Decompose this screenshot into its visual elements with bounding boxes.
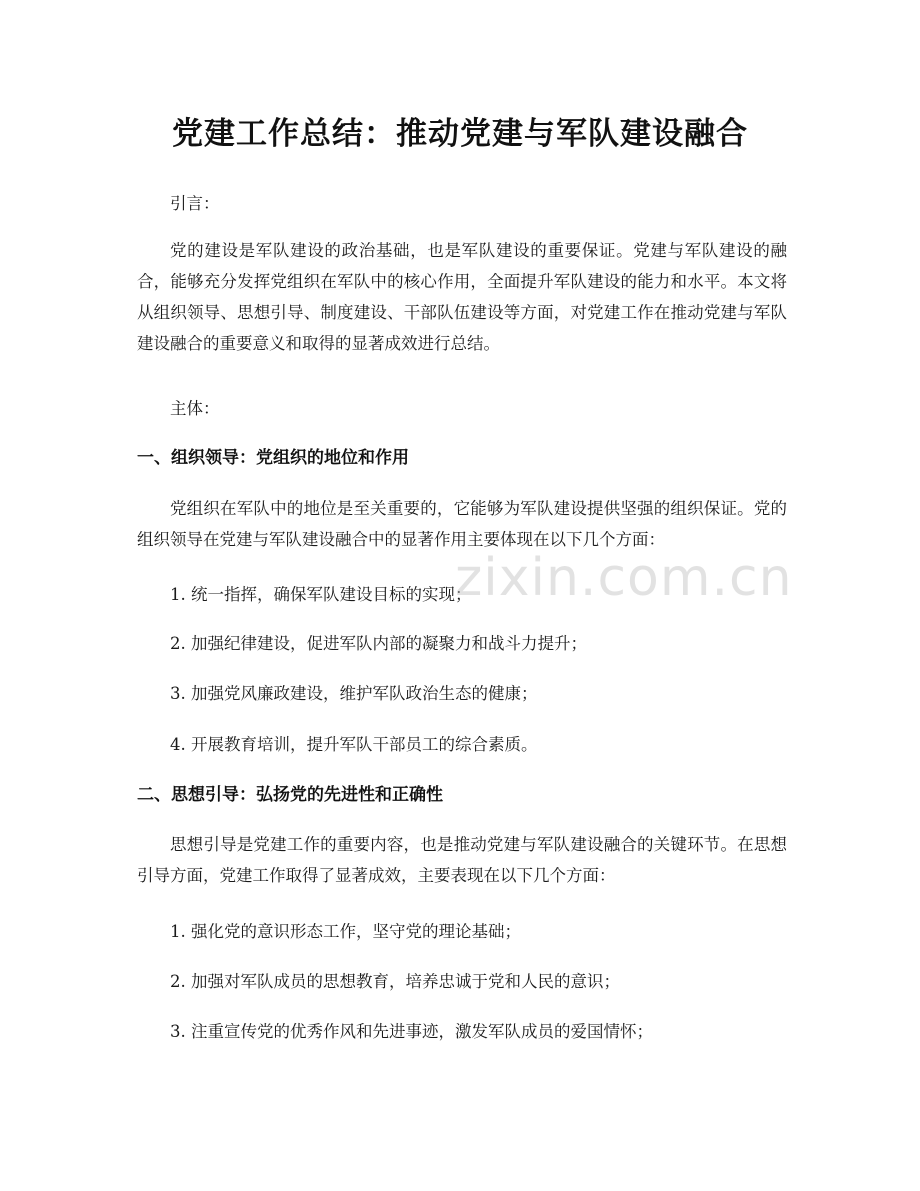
document-title: 党建工作总结：推动党建与军队建设融合 <box>172 116 748 152</box>
section-1-item-4: 4. 开展教育培训，提升军队干部员工的综合素质。 <box>170 735 538 754</box>
section-2-item-3: 3. 注重宣传党的优秀作风和先进事迹，激发军队成员的爱国情怀； <box>170 1022 653 1041</box>
section-2-paragraph: 思想引导是党建工作的重要内容，也是推动党建与军队建设融合的关键环节。在思想引导方面，党建工作取得了显著成效，主要表现在以下几个方面： <box>137 835 787 885</box>
section-1-heading: 一、组织领导：党组织的地位和作用 <box>137 448 409 468</box>
intro-label: 引言： <box>170 194 220 213</box>
section-2-item-2: 2. 加强对军队成员的思想教育，培养忠诚于党和人民的意识； <box>170 972 620 991</box>
intro-paragraph: 党的建设是军队建设的政治基础，也是军队建设的重要保证。党建与军队建设的融合，能够充分发挥党组织在军队中的核心作用，全面提升军队建设的能力和水平。本文将从组织领导、思想引导、制度建设、干部队伍建设等方面，对党建工作在推动党建与军队建设融合的重要意义和取得的显著成效进行总结。 <box>137 241 787 353</box>
section-2-item-1: 1. 强化党的意识形态工作，坚守党的理论基础； <box>170 922 521 941</box>
section-2-heading: 二、思想引导：弘扬党的先进性和正确性 <box>137 785 443 805</box>
section-1-item-3: 3. 加强党风廉政建设，维护军队政治生态的健康； <box>170 684 538 703</box>
watermark-text: zixin.com.cn <box>455 548 793 608</box>
section-1-paragraph: 党组织在军队中的地位是至关重要的，它能够为军队建设提供坚强的组织保证。党的组织领导在党建与军队建设融合中的显著作用主要体现在以下几个方面： <box>137 499 787 549</box>
section-1-item-1: 1. 统一指挥，确保军队建设目标的实现； <box>170 585 472 604</box>
section-1-item-2: 2. 加强纪律建设，促进军队内部的凝聚力和战斗力提升； <box>170 634 587 653</box>
body-label: 主体： <box>170 399 220 418</box>
